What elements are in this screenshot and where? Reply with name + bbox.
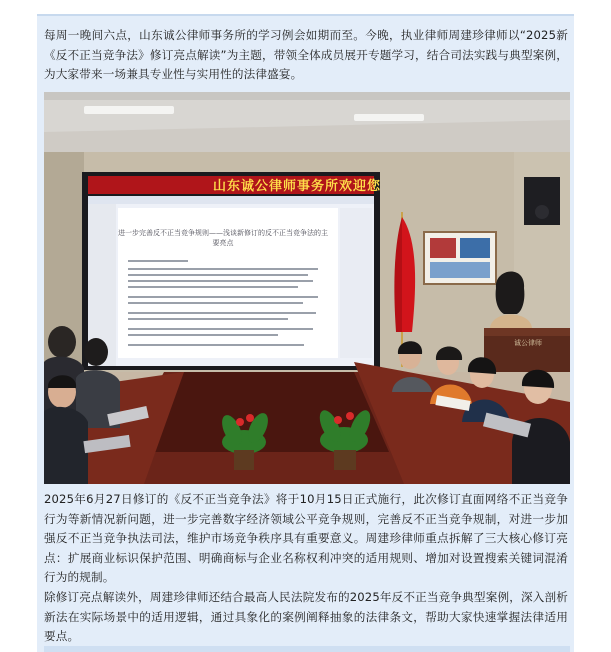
- meeting-photo: [44, 92, 570, 484]
- presentation-slide-title: 进一步完善反不正当竞争规则——浅谈新修订的反不正当竞争法的主要亮点: [118, 229, 328, 247]
- welcome-banner-text: 山东诚公律师事务所欢迎您: [212, 179, 381, 194]
- meeting-photo-illustration: [44, 92, 570, 484]
- lectern-label: 诚公律师: [514, 339, 542, 347]
- top-divider: [37, 14, 574, 16]
- article-paragraph-cases: 除修订亮点解读外，周建珍律师还结合最高人民法院发布的2025年反不正当竞争典型案例，深入剖析新法在实际场景中的适用逻辑，通过具象化的案例阐释抽象的法律条文，帮助大家快速掌握法律适用要点。: [44, 590, 568, 643]
- article-paragraph-revision: 2025年6月27日修订的《反不正当竞争法》将于10月15日正式施行，此次修订直面网络不正当竞争行为等新情况新问题，进一步完善数字经济领域公平竞争规则，完善反不正当竞争规制，对进一步加强反不正当竞争执法司法，维护市场竞争秩序具有重要意义。周建珍律师重点拆解了三大核心修订亮点：扩展商业标识保护范围、明确商标与企业名称权利冲突的适用规则、增加对设置搜索关键词混淆行为的规制。: [44, 492, 568, 584]
- article-paragraph-intro: 每周一晚间六点，山东诚公律师事务所的学习例会如期而至。今晚，执业律师周建珍律师以“2025新《反不正当竞争法》修订亮点解读”为主题，带领全体成员展开专题学习，结合司法实践与典型案例，为大家带来一场兼具专业性与实用性的法律盛宴。: [44, 28, 568, 81]
- bottom-divider: [44, 646, 570, 652]
